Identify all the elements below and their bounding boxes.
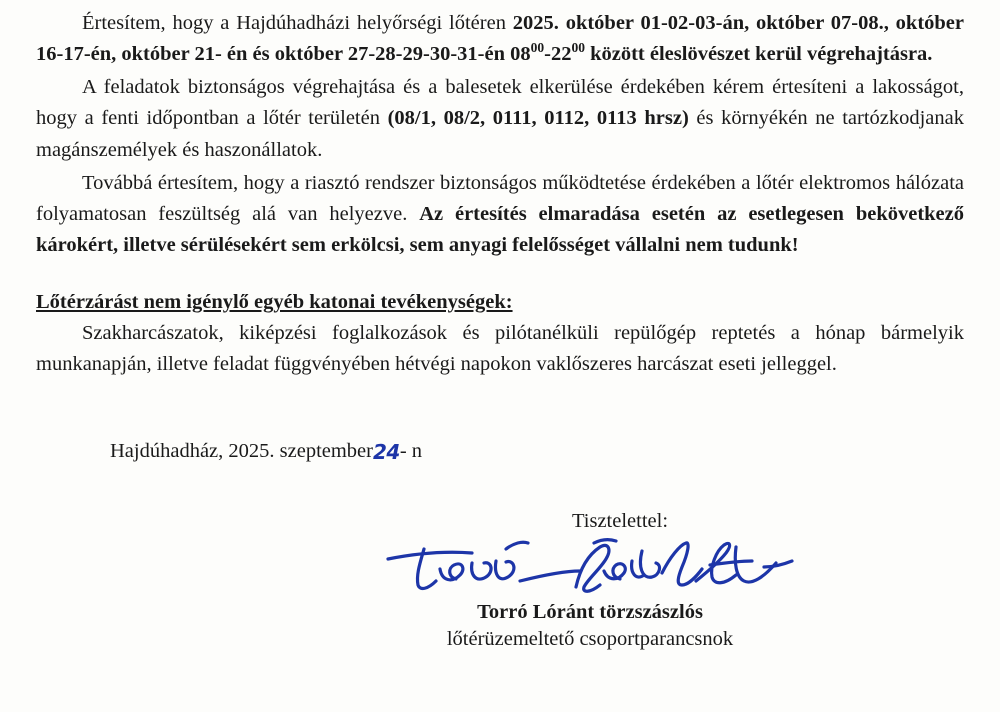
electric-text-1: Továbbá értesítem, hogy a riasztó rendszer biztonságos működtetése érdekében a lőtér elektromos hálózata folyamatosan feszültség alá van helyezve. [36, 171, 964, 225]
spacer-before-date [36, 382, 964, 416]
handwritten-day: 24 [373, 440, 400, 465]
spacer-before-regards-2 [36, 498, 964, 510]
place-date-prefix: Hajdúhadház, 2025. szeptember [110, 440, 373, 463]
signatory-role: lőtérüzemeltető csoportparancsnok [446, 627, 734, 650]
place-and-date [36, 440, 964, 464]
spacer-before-regards [36, 464, 964, 498]
spacer-before-date-2 [36, 416, 964, 440]
paragraph-electric-warning [36, 168, 964, 261]
regards-line: Tisztelettel: [571, 510, 669, 533]
notice-dates-bold: 2025. október 01-02-03-án, október 07-08., október 16-17-én, október 21- én és október 27-28-29-30-31-én $08^{00}-22^{00}$ között éleslövészet kerül végrehajtásra. [36, 12, 964, 66]
safety-text-1: A feladatok biztonságos végrehajtása és a balesetek elkerülése érdekében kérem értesíteni a lakosságot, hogy a fenti időpontban a lőtér területén [36, 76, 964, 130]
time-superscript-start: 00 [530, 40, 545, 56]
handwritten-signature [216, 537, 964, 599]
paragraph-notice-main [36, 8, 964, 70]
paragraph-safety-request [36, 72, 964, 165]
liability-disclaimer: Az értesítés elmaradása esetén az esetlegesen bekövetkező károkért, illetve sérülésekért sem erkölcsi, sem anyagi felelősséget vállalni nem tudunk! [36, 202, 964, 257]
spacer-before-heading [36, 263, 964, 287]
signatory-name: Torró Lóránt törzszászlós [477, 601, 703, 624]
safety-text-2: és környékén ne tartózkodjanak magánszemélyek és haszonállatok. [36, 107, 965, 161]
signature-block [36, 537, 964, 652]
parcel-numbers: (08/1, 08/2, 0111, 0112, 0113 hrsz) [387, 107, 689, 130]
place-date-suffix: - n [399, 440, 423, 463]
section-heading-other-activities: Lőtérzárást nem igénylő egyéb katonai tevékenységek: [36, 291, 513, 314]
time-superscript-end: 00 [571, 40, 585, 56]
paragraph-other-activities: Szakharcászatok, kiképzési foglalkozások és pilótanélküli repülőgép reptetés a hónap bármelyik munkanapján, illetve feladat függvényében hétvégi napokon vaklőszeres harcászat eseti jelleggel. [36, 322, 964, 376]
notice-lead-text: Értesítem, hogy a Hajdúhadházi helyőrségi lőtéren [82, 12, 513, 34]
